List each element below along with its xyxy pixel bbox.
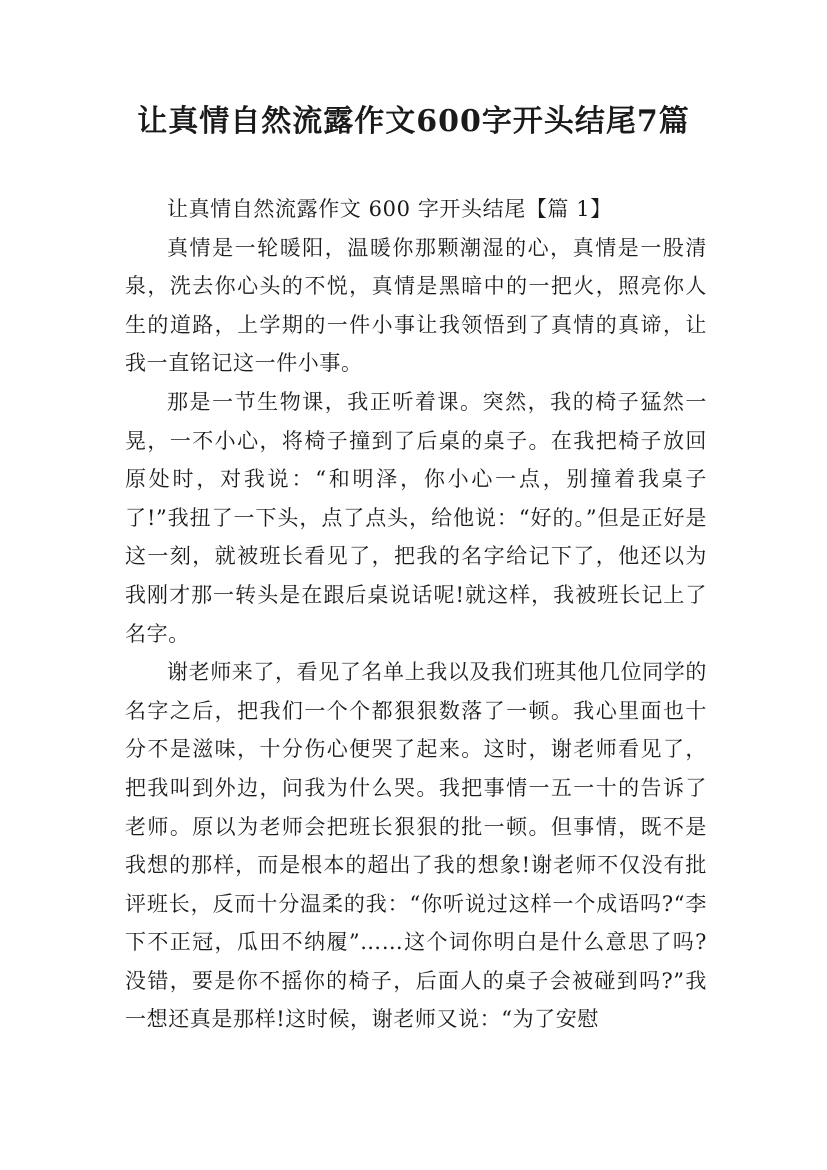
section-heading: 让真情自然流露作文 600 字开头结尾【篇 1】 xyxy=(167,197,612,221)
document-body xyxy=(125,190,707,1039)
paragraph: 真情是一轮暖阳，温暖你那颗潮湿的心，真情是一股清泉，洗去你心头的不悦，真情是黑暗中的一把火，照亮你人生的道路，上学期的一件小事让我领悟到了真情的真谛，让我一直铭记这一件小事。 xyxy=(125,235,707,376)
paragraph: 谢老师来了，看见了名单上我以及我们班其他几位同学的名字之后，把我们一个个都狠狠数落了一顿。我心里面也十分不是滋味，十分伤心便哭了起来。这时，谢老师看见了，把我叫到外边，问我为什么哭。我把事情一五一十的告诉了老师。原以为老师会把班长狠狠的批一顿。但事情，既不是我想的那样，而是根本的超出了我的想象!谢老师不仅没有批评班长，反而十分温柔的我：“你听说过这样一个成语吗?“李下不正冠，瓜田不纳履”……这个词你明白是什么意思了吗?没错，要是你不摇你的椅子，后面人的桌子会被碰到吗?”我一想还真是那样!这时候，谢老师又说：“为了安慰 xyxy=(125,660,707,1032)
document-title: 让真情自然流露作文600字开头结尾7篇 xyxy=(137,104,690,139)
paragraph: 那是一节生物课，我正听着课。突然，我的椅子猛然一晃，一不小心，将椅子撞到了后桌的桌子。在我把椅子放回原处时，对我说：“和明泽，你小心一点，别撞着我桌子了!”我扭了一下头，点了点头，给他说：“好的。”但是正好是这一刻，就被班长看见了，把我的名字给记下了，他还以为我刚才那一转头是在跟后桌说话呢!就这样，我被班长记上了名字。 xyxy=(125,389,707,646)
